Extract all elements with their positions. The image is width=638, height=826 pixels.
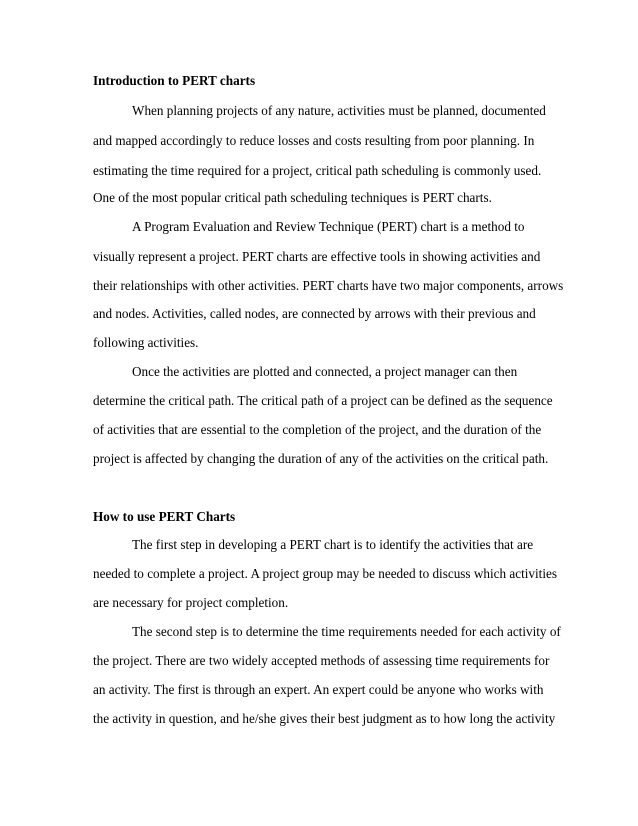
paragraph-line: and mapped accordingly to reduce losses and costs resulting from poor planning. In — [93, 133, 535, 148]
paragraph-line: the activity in question, and he/she gives their best judgment as to how long the activity — [93, 711, 556, 726]
paragraph-line: determine the critical path. The critical path of a project can be defined as the sequence — [93, 393, 553, 408]
paragraph-line: of activities that are essential to the completion of the project, and the duration of the — [93, 422, 542, 437]
paragraph-line: A Program Evaluation and Review Technique (PERT) chart is a method to — [132, 219, 525, 234]
paragraph-line: and nodes. Activities, called nodes, are connected by arrows with their previous and — [93, 306, 536, 321]
paragraph-line: The second step is to determine the time requirements needed for each activity of — [132, 624, 561, 639]
paragraph-line: needed to complete a project. A project group may be needed to discuss which activities — [93, 566, 557, 581]
section-heading-how-to-use: How to use PERT Charts — [93, 509, 236, 524]
paragraph-line: One of the most popular critical path scheduling techniques is PERT charts. — [93, 190, 492, 205]
paragraph-line: The first step in developing a PERT chart is to identify the activities that are — [132, 537, 534, 552]
paragraph-line: are necessary for project completion. — [93, 595, 289, 610]
paragraph-line: project is affected by changing the duration of any of the activities on the critical path. — [93, 451, 549, 466]
paragraph-line: When planning projects of any nature, activities must be planned, documented — [132, 103, 546, 118]
paragraph-line: an activity. The first is through an expert. An expert could be anyone who works with — [93, 682, 544, 697]
paragraph-line: estimating the time required for a project, critical path scheduling is commonly used. — [93, 163, 542, 178]
paragraph-line: visually represent a project. PERT charts are effective tools in showing activities and — [93, 249, 541, 264]
paragraph-line: following activities. — [93, 335, 199, 350]
section-heading-introduction: Introduction to PERT charts — [93, 73, 256, 88]
paragraph-line: their relationships with other activities. PERT charts have two major components, arrows — [93, 278, 564, 293]
paragraph-line: Once the activities are plotted and connected, a project manager can then — [132, 364, 518, 379]
paragraph-line: the project. There are two widely accepted methods of assessing time requirements for — [93, 653, 550, 668]
